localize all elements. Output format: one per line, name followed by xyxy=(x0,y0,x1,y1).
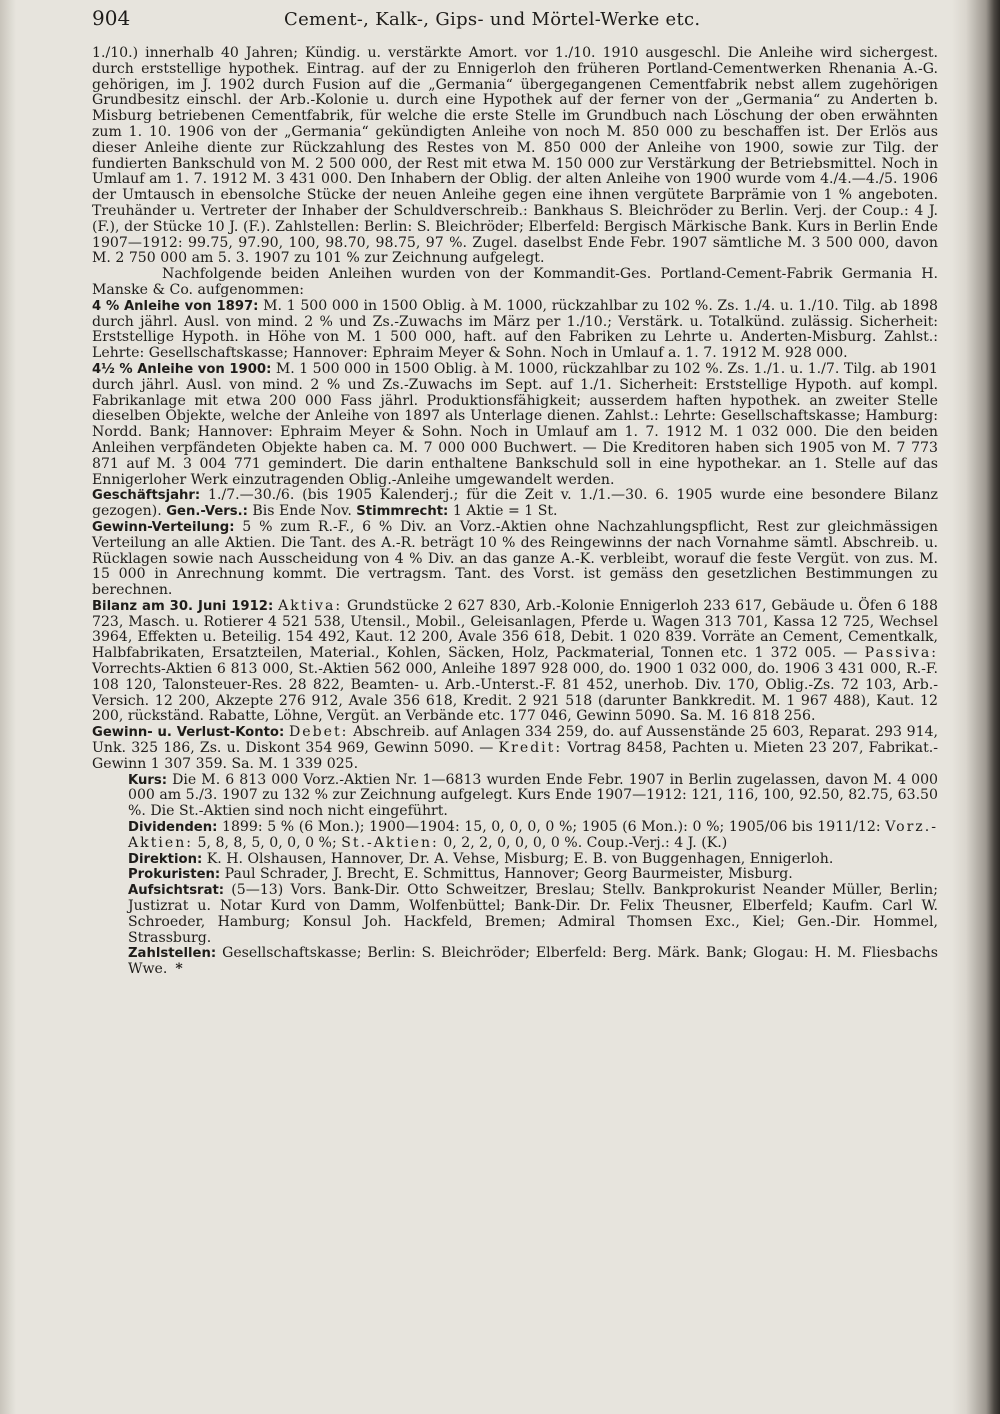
paragraph-anleihe-1900: 4½ % Anleihe von 1900: M. 1 500 000 in 1500 Oblig. à M. 1000, rückzahlbar zu 102 %. Zs. 1./1. u. 1./7. Tilg. ab 1901 durch jährl. Ausl. von mind. 2 % und Zs.-Zuwachs im Sept. auf 1./1. Sicherheit: Erststellige Hypoth. auf kompl. Fabrikanlage mit etwa 200 000 Fass jährl. Produktionsfähigkeit; ausserdem haften hypothek. an zweiter Stelle dieselben Objekte, welche der Anleihe von 1897 als Unterlage dienen. Zahlst.: Lehrte: Gesellschaftskasse; Hamburg: Nordd. Bank; Hannover: Ephraim Meyer & Sohn. Noch in Umlauf am 1. 7. 1912 M. 1 032 000. Die den beiden Anleihen verpfändeten Objekte haben ca. M. 7 000 000 Buchwert. — Die Kreditoren haben sich 1905 von M. 7 773 871 auf M. 3 004 771 gemindert. Die darin enthaltene Bankschuld soll in eine hypothekar. an 1. Stelle auf das Ennigerloher Werk einzutragenden Oblig.-Anleihe umgewandelt werden. xyxy=(92,360,938,488)
heading-aufsichtsrat: Aufsichtsrat: xyxy=(128,883,225,899)
heading-prokuristen: Prokuristen: xyxy=(128,867,221,883)
paragraph-zahlstellen: Zahlstellen: Gesellschaftskasse; Berlin: S. Bleichröder; Elberfeld: Berg. Märk. Bank; Glogau: H. M. Fliesbachs Wwe. * xyxy=(128,945,938,978)
label-vorz-aktien: Vorz.-Aktien: xyxy=(128,819,938,851)
paragraph-prokuristen: Prokuristen: Paul Schrader, J. Brecht, E. Schmittus, Hannover; Georg Baurmeister, Misburg. xyxy=(128,866,793,883)
paragraph-anleihe-1906-continued: 1./10.) innerhalb 40 Jahren; Kündig. u. verstärkte Amort. vor 1./10. 1910 ausgeschl. Die Anleihe wird sichergest. durch erststellige hypothek. Eintrag. auf der zu Ennigerloh den früheren Portland-Cementwerken Rhenania A.-G. gehörigen, im J. 1902 durch Fusion auf die „Germania“ übergegangenen Cementfabrik nebst allem zugehörigen Grundbesitz einschl. der Arb.-Kolonie u. durch eine Hypothek auf der ferner von der „Germania“ zu Anderten b. Misburg betriebenen Cementfabrik, für welche die erste Stelle im Grundbuch nach Löschung der oben erwähnten zum 1. 10. 1906 von der „Germania“ gekündigten Anleihe von noch M. 850 000 zu beschaffen ist. Der Erlös aus dieser Anleihe diente zur Rückzahlung des Restes von M. 850 000 der Anleihe von 1900, sowie zur Tilg. der fundierten Bankschuld von M. 2 500 000, der Rest mit etwa M. 150 000 zur Verstärkung der Betriebsmittel. Noch in Umlauf am 1. 7. 1912 M. 3 431 000. Den Inhabern der Oblig. der alten Anleihe von 1900 wurde vom 4./4.—4./5. 1906 der Umtausch in ebensolche Stücke der neuen Anleihe gegen eine ihnen vergütete Barprämie von 1 % angeboten. Treuhänder u. Vertreter der Inhaber der Schuldverschreib.: Bankhaus S. Bleichröder zu Berlin. Verj. der Coup.: 4 J. (F.), der Stücke 10 J. (F.). Zahlstellen: Berlin: S. Bleichröder; Elberfeld: Bergisch Märkische Bank. Kurs in Berlin Ende 1907—1912: 99.75, 97.90, 100, 98.70, 98.75, 97 %. Zugel. daselbst Ende Febr. 1907 sämtliche M. 3 500 000, davon M. 2 750 000 am 5. 3. 1907 zu 101 % zur Zeichnung aufgelegt. xyxy=(92,45,938,267)
running-title: Cement-, Kalk-, Gips- und Mörtel-Werke etc. xyxy=(284,9,701,30)
heading-gewinn-verteilung: Gewinn-Verteilung: xyxy=(92,519,235,535)
paragraph-kommandit-anleihen-intro: Nachfolgende beiden Anleihen wurden von der Kommandit-Ges. Portland-Cement-Fabrik Germania H. Manske & Co. aufgenommen: xyxy=(92,266,938,298)
paragraph-kurs: Kurs: Die M. 6 813 000 Vorz.-Aktien Nr. 1—6813 wurden Ende Febr. 1907 in Berlin zugelassen, davon M. 4 000 000 am 5./3. 1907 zu 132 % zur Zeichnung aufgelegt. Kurs Ende 1907—1912: 121, 116, 100, 92.50, 82.75, 63.50 %. Die St.-Aktien sind noch nicht eingeführt. xyxy=(128,771,939,820)
heading-anleihe-1900: 4½ % Anleihe von 1900: xyxy=(92,361,272,377)
heading-zahlstellen: Zahlstellen: xyxy=(128,946,217,962)
page-number: 904 xyxy=(92,6,131,30)
end-mark: * xyxy=(175,961,183,978)
heading-anleihe-1897: 4 % Anleihe von 1897: xyxy=(92,298,259,314)
heading-kurs: Kurs: xyxy=(128,772,168,788)
heading-gewinn-verlust-konto: Gewinn- u. Verlust-Konto: xyxy=(92,725,285,741)
paragraph-dividenden: Dividenden: 1899: 5 % (6 Mon.); 1900—1904: 15, 0, 0, 0, 0 %; 1905 (6 Mon.): 0 %; 1905/06 bis 1911/12: Vorz.-Aktien: 5, 8, 8, 5, 0, 0, 0 %; St.-Aktien: 0, 2, 2, 0, 0, 0, 0 %. Coup.-Verj.: 4 J. (K.) xyxy=(128,819,938,851)
heading-bilanz: Bilanz am 30. Juni 1912: xyxy=(92,598,274,614)
paragraph-gewinn-verteilung: Gewinn-Verteilung: 5 % zum R.-F., 6 % Div. an Vorz.-Aktien ohne Nachzahlungspflicht, Rest zur gleichmässigen Verteilung an alle Aktien. Die Tant. des A.-R. beträgt 10 % des Reingewinns der nach Vornahme sämtl. Abschreib. u. Rücklagen sowie nach Ausscheidung von 4 % Div. an das ganze A.-K. verbleibt, worauf die feste Vergüt. von zus. M. 15 000 in Anrechnung kommt. Die vertragsm. Tant. des Vorst. ist gemäss den gesetzlichen Bestimmungen zu berechnen. xyxy=(92,518,938,599)
label-passiva: Passiva: xyxy=(864,645,938,662)
paragraph-gewinn-verlust-konto: Gewinn- u. Verlust-Konto: Debet: Abschreib. auf Anlagen 334 259, do. auf Aussenstände 25 603, Reparat. 293 914, Unk. 325 186, Zs. u. Diskont 354 969, Gewinn 5090. — Kredit: Vortrag 8458, Pachten u. Mieten 23 207, Fabrikat.-Gewinn 1 307 359. Sa. M. 1 339 025. xyxy=(92,724,939,772)
heading-dividenden: Dividenden: xyxy=(128,820,218,836)
paragraph-aufsichtsrat: Aufsichtsrat: (5—13) Vors. Bank-Dir. Otto Schweitzer, Breslau; Stellv. Bankprokurist Neander Müller, Berlin; Justizrat u. Notar Kurd von Damm, Wolfenbüttel; Bank-Dir. Dr. Felix Theusner, Elberfeld; Kaufm. Carl W. Schroeder, Hamburg; Konsul Joh. Hackfeld, Bremen; Admiral Thomsen Exc., Kiel; Gen.-Dir. Hommel, Strassburg. xyxy=(128,882,939,946)
heading-geschaeftsjahr: Geschäftsjahr: xyxy=(92,488,201,504)
page-left-edge xyxy=(0,0,16,1414)
paragraph-anleihe-1897: 4 % Anleihe von 1897: M. 1 500 000 in 1500 Oblig. à M. 1000, rückzahlbar zu 102 %. Zs. 1./4. u. 1./10. Tilg. ab 1898 durch jährl. Ausl. von mind. 2 % und Zs.-Zuwachs im März per 1./10.; Verstärk. u. Totalkünd. zulässig. Sicherheit: Erststellige Hypoth. in Höhe von M. 1 500 000, haft. auf den Fabriken zu Lehrte u. Anderten-Misburg. Zahlst.: Lehrte: Gesellschaftskasse; Hannover: Ephraim Meyer & Sohn. Noch in Umlauf a. 1. 7. 1912 M. 928 000. xyxy=(92,297,939,362)
label-st-aktien: St.-Aktien: xyxy=(341,834,439,851)
paragraph-direktion: Direktion: K. H. Olshausen, Hannover, Dr. A. Vehse, Misburg; E. B. von Buggenhagen, Ennigerloh. xyxy=(128,850,834,867)
label-aktiva: Aktiva: xyxy=(278,597,343,614)
page-header xyxy=(92,6,938,36)
heading-direktion: Direktion: xyxy=(128,851,203,867)
book-spine-edge xyxy=(952,0,1000,1414)
label-debet: Debet: xyxy=(288,724,349,741)
heading-gen-vers: Gen.-Vers.: xyxy=(166,504,248,520)
label-kredit: Kredit: xyxy=(498,740,563,757)
heading-stimmrecht: Stimmrecht: xyxy=(356,504,449,520)
page-body xyxy=(92,46,938,978)
paragraph-geschaeftsjahr: Geschäftsjahr: 1./7.—30./6. (bis 1905 Kalenderj.; für die Zeit v. 1./1.—30. 6. 1905 wurde eine besondere Bilanz gezogen). Gen.-Vers.: Bis Ende Nov. Stimmrecht: 1 Aktie = 1 St. xyxy=(92,487,938,520)
paragraph-bilanz: Bilanz am 30. Juni 1912: Aktiva: Grundstücke 2 627 830, Arb.-Kolonie Ennigerloh 233 617, Gebäude u. Öfen 6 188 723, Masch. u. Rotierer 4 521 538, Utensil., Mobil., Geleisanlagen, Pferde u. Wagen 313 701, Kassa 12 725, Wechsel 3964, Effekten u. Beteilig. 154 492, Kaut. 12 200, Avale 356 618, Debit. 1 020 839. Vorräte an Cement, Cementkalk, Halbfabrikaten, Ersatzteilen, Material., Kohlen, Säcken, Holz, Packmaterial, Tonnen etc. 1 372 005. — Passiva: Vorrechts-Aktien 6 813 000, St.-Aktien 562 000, Anleihe 1897 928 000, do. 1900 1 032 000, do. 1906 3 431 000, R.-F. 108 120, Talonsteuer-Res. 28 822, Beamten- u. Arb.-Unterst.-F. 81 452, unerhob. Div. 170, Oblig.-Zs. 72 103, Arb.-Versich. 12 200, Akzepte 276 912, Avale 356 618, Kredit. 2 921 518 (darunter Bankkredit. M. 1 967 488), Kaut. 12 200, rückständ. Rabatte, Löhne, Vergüt. an Verbände etc. 177 046, Gewinn 5090. Sa. M. 16 818 256. xyxy=(92,597,938,725)
